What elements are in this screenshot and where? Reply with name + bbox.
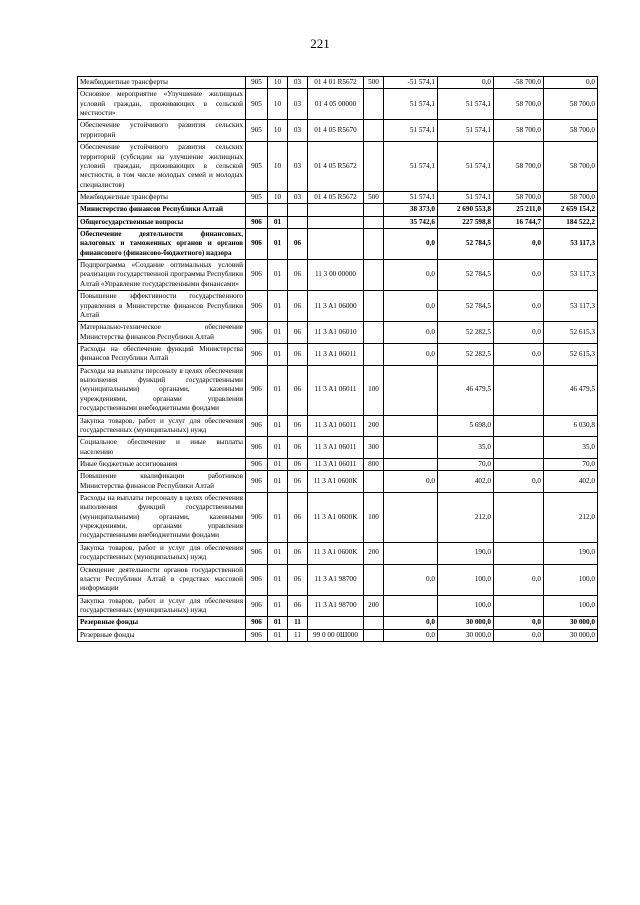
amount-total-1: 52 784,5 bbox=[438, 291, 494, 322]
section-code: 01 bbox=[268, 216, 288, 228]
amount-change-1: 35 742,6 bbox=[384, 216, 438, 228]
target-article: 01 4 05 00000 bbox=[308, 89, 364, 120]
amount-total-2: 0,0 bbox=[544, 77, 598, 89]
ministry-code: 906 bbox=[246, 471, 268, 493]
amount-change-2: 0,0 bbox=[494, 471, 544, 493]
subsection-code: 11 bbox=[288, 629, 308, 641]
target-article: 11 3 A1 0600K bbox=[308, 542, 364, 564]
ministry-code: 905 bbox=[246, 142, 268, 192]
target-article bbox=[308, 229, 364, 260]
row-name: Обеспечение деятельности финансовых, налоговых и таможенных органов и органов финансового (финансово-бюджетного) надзора bbox=[78, 229, 246, 260]
section-code: 01 bbox=[268, 564, 288, 595]
table-row bbox=[78, 260, 598, 291]
section-code: 01 bbox=[268, 617, 288, 629]
amount-change-1: 51 574,1 bbox=[384, 120, 438, 142]
ministry-code: 906 bbox=[246, 260, 268, 291]
section-code: 01 bbox=[268, 291, 288, 322]
section-code: 01 bbox=[268, 595, 288, 617]
amount-total-1: 52 784,5 bbox=[438, 260, 494, 291]
target-article bbox=[308, 216, 364, 228]
amount-change-2 bbox=[494, 595, 544, 617]
target-article: 11 3 A1 06011 bbox=[308, 343, 364, 365]
expense-type bbox=[364, 260, 384, 291]
table-row bbox=[78, 542, 598, 564]
amount-change-1: 0,0 bbox=[384, 564, 438, 595]
row-name: Закупка товаров, работ и услуг для обеспечения государственных (муниципальных) нужд bbox=[78, 415, 246, 437]
ministry-code: 906 bbox=[246, 415, 268, 437]
amount-change-1 bbox=[384, 365, 438, 415]
target-article: 01 4 05 R5670 bbox=[308, 120, 364, 142]
subsection-code: 06 bbox=[288, 322, 308, 344]
ministry-code: 906 bbox=[246, 493, 268, 543]
table-row bbox=[78, 204, 598, 216]
row-name: Иные бюджетные ассигнования bbox=[78, 458, 246, 470]
amount-total-1: 212,0 bbox=[438, 493, 494, 543]
table-row bbox=[78, 77, 598, 89]
section-code: 01 bbox=[268, 365, 288, 415]
target-article: 11 3 00 00000 bbox=[308, 260, 364, 291]
subsection-code: 06 bbox=[288, 595, 308, 617]
row-name: Обеспечение устойчивого развития сельских территорий bbox=[78, 120, 246, 142]
amount-total-2: 100,0 bbox=[544, 595, 598, 617]
page-number: 221 bbox=[310, 36, 330, 51]
amount-total-1: 52 282,5 bbox=[438, 343, 494, 365]
row-name: Резервные фонды bbox=[78, 629, 246, 641]
amount-change-2 bbox=[494, 493, 544, 543]
subsection-code: 03 bbox=[288, 191, 308, 203]
amount-total-2: 53 117,3 bbox=[544, 229, 598, 260]
target-article: 11 3 A1 0600K bbox=[308, 493, 364, 543]
amount-total-2: 58 700,0 bbox=[544, 142, 598, 192]
table-row bbox=[78, 365, 598, 415]
amount-change-1: 51 574,1 bbox=[384, 142, 438, 192]
amount-change-1: 0,0 bbox=[384, 322, 438, 344]
ministry-code: 906 bbox=[246, 322, 268, 344]
row-name: Социальное обеспечение и иные выплаты населению bbox=[78, 437, 246, 459]
section-code: 01 bbox=[268, 229, 288, 260]
row-name: Расходы на обеспечение функций Министерства финансов Республики Алтай bbox=[78, 343, 246, 365]
ministry-code: 906 bbox=[246, 343, 268, 365]
target-article: 99 0 00 0Ш000 bbox=[308, 629, 364, 641]
expense-type bbox=[364, 564, 384, 595]
target-article: 01 4 01 R5672 bbox=[308, 77, 364, 89]
section-code: 10 bbox=[268, 142, 288, 192]
amount-total-2: 30 000,0 bbox=[544, 629, 598, 641]
amount-total-2: 184 522,2 bbox=[544, 216, 598, 228]
section-code: 01 bbox=[268, 458, 288, 470]
table-row bbox=[78, 629, 598, 641]
table-row bbox=[78, 120, 598, 142]
subsection-code: 11 bbox=[288, 617, 308, 629]
amount-change-2: 16 744,7 bbox=[494, 216, 544, 228]
ministry-code: 906 bbox=[246, 617, 268, 629]
amount-total-1: 5 698,0 bbox=[438, 415, 494, 437]
amount-total-2: 70,0 bbox=[544, 458, 598, 470]
amount-total-2: 58 700,0 bbox=[544, 120, 598, 142]
amount-change-1: 51 574,1 bbox=[384, 191, 438, 203]
row-name: Расходы на выплаты персоналу в целях обеспечения выполнения функций государственными (муниципальными) органами, казенными учреждениями, органами управления государственными внебюджетными фондами bbox=[78, 365, 246, 415]
amount-change-1 bbox=[384, 458, 438, 470]
amount-change-2: 0,0 bbox=[494, 617, 544, 629]
expense-type bbox=[364, 471, 384, 493]
amount-total-1: 30 000,0 bbox=[438, 617, 494, 629]
amount-change-1: 0,0 bbox=[384, 629, 438, 641]
ministry-code: 906 bbox=[246, 291, 268, 322]
expense-type bbox=[364, 142, 384, 192]
amount-change-2 bbox=[494, 365, 544, 415]
amount-change-1 bbox=[384, 437, 438, 459]
expense-type bbox=[364, 617, 384, 629]
row-name: Основное мероприятие «Улучшение жилищных условий граждан, проживающих в сельской местности» bbox=[78, 89, 246, 120]
subsection-code: 06 bbox=[288, 229, 308, 260]
expense-type bbox=[364, 343, 384, 365]
table-row bbox=[78, 493, 598, 543]
table-row bbox=[78, 458, 598, 470]
amount-total-1: 52 282,5 bbox=[438, 322, 494, 344]
target-article bbox=[308, 617, 364, 629]
amount-change-2: 58 700,0 bbox=[494, 120, 544, 142]
subsection-code: 03 bbox=[288, 142, 308, 192]
row-name: Обеспечение устойчивого развития сельских территорий (субсидии на улучшение жилищных условий граждан, проживающих в сельской местности, в том числе молодых семей и молодых специалистов) bbox=[78, 142, 246, 192]
amount-total-2: 212,0 bbox=[544, 493, 598, 543]
section-code bbox=[268, 204, 288, 216]
ministry-code: 906 bbox=[246, 629, 268, 641]
table-row bbox=[78, 415, 598, 437]
expense-type: 200 bbox=[364, 542, 384, 564]
subsection-code: 06 bbox=[288, 437, 308, 459]
amount-total-1: 52 784,5 bbox=[438, 229, 494, 260]
subsection-code: 06 bbox=[288, 542, 308, 564]
target-article: 11 3 A1 0600K bbox=[308, 471, 364, 493]
amount-total-1: 51 574,1 bbox=[438, 142, 494, 192]
amount-change-1: 0,0 bbox=[384, 291, 438, 322]
amount-change-2 bbox=[494, 415, 544, 437]
ministry-code: 905 bbox=[246, 89, 268, 120]
section-code: 01 bbox=[268, 629, 288, 641]
amount-change-1: 0,0 bbox=[384, 229, 438, 260]
subsection-code: 06 bbox=[288, 365, 308, 415]
expense-type bbox=[364, 629, 384, 641]
table-row bbox=[78, 343, 598, 365]
amount-change-1: 38 373,0 bbox=[384, 204, 438, 216]
row-name: Общегосударственные вопросы bbox=[78, 216, 246, 228]
amount-total-1: 70,0 bbox=[438, 458, 494, 470]
amount-total-1: 0,0 bbox=[438, 77, 494, 89]
expense-type bbox=[364, 291, 384, 322]
row-name: Закупка товаров, работ и услуг для обеспечения государственных (муниципальных) нужд bbox=[78, 542, 246, 564]
amount-change-1 bbox=[384, 542, 438, 564]
amount-total-2: 53 117,3 bbox=[544, 260, 598, 291]
table-row bbox=[78, 595, 598, 617]
target-article: 01 4 05 R5672 bbox=[308, 142, 364, 192]
target-article: 11 3 A1 06000 bbox=[308, 291, 364, 322]
amount-change-2: 0,0 bbox=[494, 343, 544, 365]
row-name: Расходы на выплаты персоналу в целях обеспечения выполнения функций государственными (муниципальными) органами, казенными учреждениями, органами управления государственными внебюджетными фондами bbox=[78, 493, 246, 543]
amount-change-1: 0,0 bbox=[384, 260, 438, 291]
amount-total-1: 402,0 bbox=[438, 471, 494, 493]
ministry-code: 906 bbox=[246, 437, 268, 459]
amount-total-2: 58 700,0 bbox=[544, 89, 598, 120]
expense-type: 200 bbox=[364, 415, 384, 437]
expense-type: 200 bbox=[364, 595, 384, 617]
section-code: 01 bbox=[268, 343, 288, 365]
target-article: 11 3 A1 06011 bbox=[308, 415, 364, 437]
amount-total-2: 52 615,3 bbox=[544, 322, 598, 344]
amount-total-1: 46 479,5 bbox=[438, 365, 494, 415]
amount-change-1: 51 574,1 bbox=[384, 89, 438, 120]
row-name: Межбюджетные трансферты bbox=[78, 77, 246, 89]
subsection-code: 06 bbox=[288, 564, 308, 595]
ministry-code: 906 bbox=[246, 458, 268, 470]
amount-change-1: -51 574,1 bbox=[384, 77, 438, 89]
expense-type bbox=[364, 89, 384, 120]
ministry-code: 906 bbox=[246, 365, 268, 415]
table-row bbox=[78, 291, 598, 322]
subsection-code: 06 bbox=[288, 471, 308, 493]
amount-change-1: 0,0 bbox=[384, 471, 438, 493]
row-name: Освещение деятельности органов государственной власти Республики Алтай в средствах массовой информации bbox=[78, 564, 246, 595]
amount-total-2: 53 117,3 bbox=[544, 291, 598, 322]
ministry-code: 906 bbox=[246, 542, 268, 564]
target-article: 11 3 A1 06011 bbox=[308, 365, 364, 415]
amount-total-1: 51 574,1 bbox=[438, 89, 494, 120]
expense-type bbox=[364, 120, 384, 142]
amount-total-2: 46 479,5 bbox=[544, 365, 598, 415]
row-name: Министерство финансов Республики Алтай bbox=[78, 204, 246, 216]
amount-change-2: 58 700,0 bbox=[494, 191, 544, 203]
amount-total-2: 190,0 bbox=[544, 542, 598, 564]
target-article bbox=[308, 204, 364, 216]
table-row bbox=[78, 89, 598, 120]
expense-type: 500 bbox=[364, 191, 384, 203]
budget-table bbox=[77, 76, 598, 642]
table-row bbox=[78, 322, 598, 344]
section-code: 01 bbox=[268, 322, 288, 344]
amount-total-1: 190,0 bbox=[438, 542, 494, 564]
row-name: Закупка товаров, работ и услуг для обеспечения государственных (муниципальных) нужд bbox=[78, 595, 246, 617]
subsection-code bbox=[288, 216, 308, 228]
amount-total-1: 100,0 bbox=[438, 564, 494, 595]
table-row bbox=[78, 229, 598, 260]
amount-total-2: 58 700,0 bbox=[544, 191, 598, 203]
target-article: 11 3 A1 06011 bbox=[308, 458, 364, 470]
amount-change-2: 58 700,0 bbox=[494, 142, 544, 192]
amount-total-1: 35,0 bbox=[438, 437, 494, 459]
amount-change-2: 0,0 bbox=[494, 629, 544, 641]
subsection-code: 03 bbox=[288, 89, 308, 120]
section-code: 01 bbox=[268, 542, 288, 564]
subsection-code: 03 bbox=[288, 120, 308, 142]
amount-change-2: 0,0 bbox=[494, 564, 544, 595]
ministry-code bbox=[246, 204, 268, 216]
table-body bbox=[78, 77, 598, 642]
amount-total-1: 51 574,1 bbox=[438, 191, 494, 203]
table-row bbox=[78, 564, 598, 595]
amount-total-2: 30 000,0 bbox=[544, 617, 598, 629]
section-code: 10 bbox=[268, 89, 288, 120]
target-article: 11 3 A1 06010 bbox=[308, 322, 364, 344]
table-row bbox=[78, 437, 598, 459]
amount-total-2: 2 659 154,2 bbox=[544, 204, 598, 216]
amount-total-1: 2 690 553,8 bbox=[438, 204, 494, 216]
amount-change-2: 0,0 bbox=[494, 291, 544, 322]
amount-change-1: 0,0 bbox=[384, 617, 438, 629]
section-code: 10 bbox=[268, 77, 288, 89]
ministry-code: 906 bbox=[246, 595, 268, 617]
table-row bbox=[78, 216, 598, 228]
amount-change-2: 0,0 bbox=[494, 322, 544, 344]
target-article: 11 3 A1 06011 bbox=[308, 437, 364, 459]
target-article: 11 3 A1 98700 bbox=[308, 564, 364, 595]
amount-total-1: 227 598,8 bbox=[438, 216, 494, 228]
section-code: 10 bbox=[268, 191, 288, 203]
section-code: 10 bbox=[268, 120, 288, 142]
section-code: 01 bbox=[268, 415, 288, 437]
amount-total-2: 52 615,3 bbox=[544, 343, 598, 365]
row-name: Межбюджетные трансферты bbox=[78, 191, 246, 203]
expense-type: 800 bbox=[364, 458, 384, 470]
subsection-code: 06 bbox=[288, 415, 308, 437]
section-code: 01 bbox=[268, 493, 288, 543]
subsection-code bbox=[288, 204, 308, 216]
table-row bbox=[78, 191, 598, 203]
subsection-code: 03 bbox=[288, 77, 308, 89]
expense-type bbox=[364, 216, 384, 228]
table-row bbox=[78, 142, 598, 192]
amount-total-1: 100,0 bbox=[438, 595, 494, 617]
amount-change-2 bbox=[494, 458, 544, 470]
ministry-code: 906 bbox=[246, 564, 268, 595]
expense-type bbox=[364, 229, 384, 260]
amount-total-2: 402,0 bbox=[544, 471, 598, 493]
amount-change-2 bbox=[494, 542, 544, 564]
amount-total-2: 100,0 bbox=[544, 564, 598, 595]
subsection-code: 06 bbox=[288, 260, 308, 291]
row-name: Подпрограмма «Создание оптимальных условий реализации государственной программы Республики Алтай «Управление государственными финансами» bbox=[78, 260, 246, 291]
amount-change-2: 25 211,0 bbox=[494, 204, 544, 216]
expense-type: 100 bbox=[364, 493, 384, 543]
section-code: 01 bbox=[268, 260, 288, 291]
target-article: 11 3 A1 98700 bbox=[308, 595, 364, 617]
amount-change-1: 0,0 bbox=[384, 343, 438, 365]
amount-change-2 bbox=[494, 437, 544, 459]
expense-type: 500 bbox=[364, 77, 384, 89]
row-name: Повышение квалификации работников Министерства финансов Республики Алтай bbox=[78, 471, 246, 493]
amount-total-2: 35,0 bbox=[544, 437, 598, 459]
row-name: Резервные фонды bbox=[78, 617, 246, 629]
amount-total-1: 30 000,0 bbox=[438, 629, 494, 641]
table-row bbox=[78, 617, 598, 629]
subsection-code: 06 bbox=[288, 343, 308, 365]
amount-change-1 bbox=[384, 595, 438, 617]
ministry-code: 905 bbox=[246, 120, 268, 142]
amount-change-1 bbox=[384, 415, 438, 437]
expense-type bbox=[364, 204, 384, 216]
amount-total-1: 51 574,1 bbox=[438, 120, 494, 142]
amount-change-2: 58 700,0 bbox=[494, 89, 544, 120]
subsection-code: 06 bbox=[288, 458, 308, 470]
amount-change-2: -58 700,0 bbox=[494, 77, 544, 89]
expense-type bbox=[364, 322, 384, 344]
subsection-code: 06 bbox=[288, 493, 308, 543]
section-code: 01 bbox=[268, 471, 288, 493]
ministry-code: 905 bbox=[246, 191, 268, 203]
table-row bbox=[78, 471, 598, 493]
amount-change-1 bbox=[384, 493, 438, 543]
row-name: Материально-техническое обеспечение Министерства финансов Республики Алтай bbox=[78, 322, 246, 344]
expense-type: 300 bbox=[364, 437, 384, 459]
ministry-code: 906 bbox=[246, 216, 268, 228]
amount-change-2: 0,0 bbox=[494, 260, 544, 291]
section-code: 01 bbox=[268, 437, 288, 459]
amount-total-2: 6 030,8 bbox=[544, 415, 598, 437]
target-article: 01 4 05 R5672 bbox=[308, 191, 364, 203]
subsection-code: 06 bbox=[288, 291, 308, 322]
expense-type: 100 bbox=[364, 365, 384, 415]
amount-change-2: 0,0 bbox=[494, 229, 544, 260]
ministry-code: 906 bbox=[246, 229, 268, 260]
ministry-code: 905 bbox=[246, 77, 268, 89]
row-name: Повышение эффективности государственного управления в Министерстве финансов Республики Алтай bbox=[78, 291, 246, 322]
